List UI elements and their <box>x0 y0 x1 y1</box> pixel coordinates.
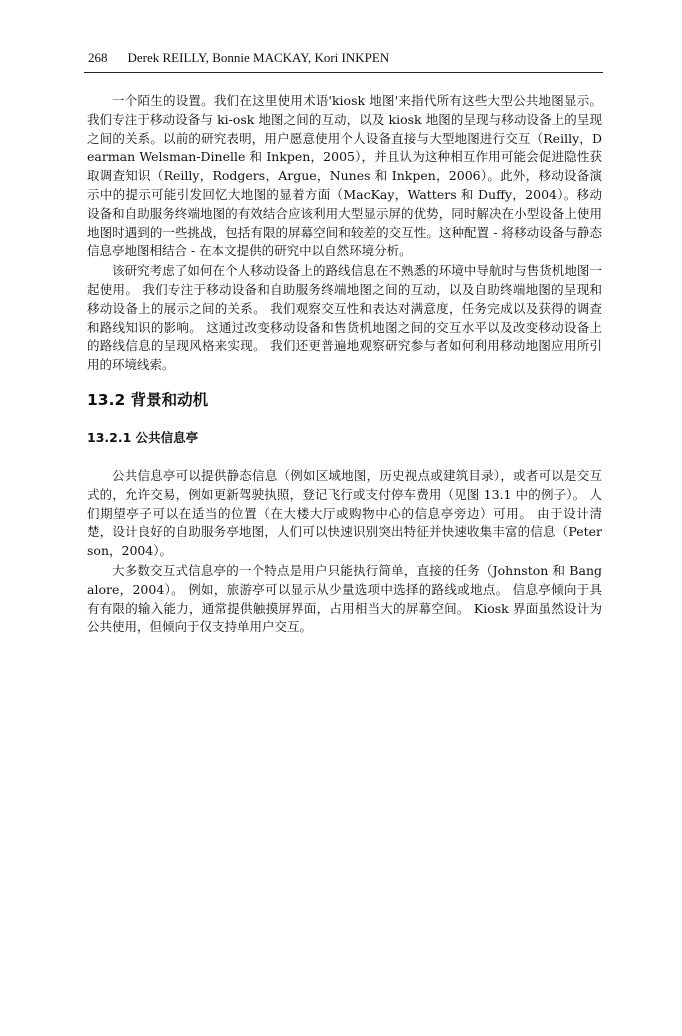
subsection-heading: 13.2.1 公共信息亭 <box>87 429 199 445</box>
body-paragraph: 公共信息亭可以提供静态信息（例如区域地图，历史视点或建筑目录），或者可以是交互式的，允许交易，例如更新驾驶执照，登记飞行或支付停车费用（见图 13.1 中的例子）。 人们期望亭子可以在适当的位置（在大楼大厅或购物中心的信息亭旁边）可用。 由于设计清楚，设计良好的自助服务亭地图，人们可以快速识别突出特征并快速收集丰富的信息（Peterson，2004）。 <box>87 467 602 559</box>
body-paragraph: 大多数交互式信息亭的一个特点是用户只能执行简单，直接的任务（Johnston 和 Bangalore，2004）。 例如，旅游亭可以显示从少量选项中选择的路线或地点。 信息亭倾向于具有有限的输入能力，通常提供触摸屏界面，占用相当大的屏幕空间。 Kiosk 界面虽然设计为公共使用，但倾向于仅支持单用户交互。 <box>87 562 602 635</box>
body-paragraph: 该研究考虑了如何在个人移动设备上的路线信息在不熟悉的环境中导航时与售货机地图一起使用。 我们专注于移动设备和自助服务终端地图之间的互动，以及自助终端地图的呈现和移动设备上的展示之间的关系。 我们观察交互性和表达对满意度，任务完成以及获得的调查和路线知识的影响。 这通过改变移动设备和售货机地图之间的交互水平以及改变移动设备上的路线信息的呈现风格来实现。 我们还更普遍地观察研究参与者如何利用移动地图应用所引用的环境线索。 <box>87 263 602 373</box>
running-header <box>88 50 389 66</box>
header-authors: Derek REILLY, Bonnie MACKAY, Kori INKPEN <box>127 50 390 65</box>
header-rule <box>84 72 603 73</box>
page-body <box>87 92 602 637</box>
page-number: 268 <box>88 50 108 65</box>
section-heading: 13.2 背景和动机 <box>87 390 209 409</box>
body-paragraph: 一个陌生的设置。我们在这里使用术语'kiosk 地图'来指代所有这些大型公共地图显示。我们专注于移动设备与 ki-osk 地图之间的互动，以及 kiosk 地图的呈现与移动设备上的呈现之间的关系。以前的研究表明，用户愿意使用个人设备直接与大型地图进行交互（Reilly，Dearman Welsman-Dinelle 和 Inkpen，2005），并且认为这种相互作用可能会促进隐性获取调查知识（Reilly，Rodgers，Argue，Nunes 和 Inkpen，2006）。此外，移动设备演示中的提示可能引发回忆大地图的显着方面（MacKay，Watters 和 Duffy，2004）。移动设备和自助服务终端地图的有效结合应该利用大型显示屏的优势，同时解决在小型设备上使用地图时遇到的一些挑战，包括有限的屏幕空间和较差的交互性。这种配置 - 将移动设备与静态信息亭地图相结合 - 在本文提供的研究中以自然环境分析。 <box>87 93 602 259</box>
